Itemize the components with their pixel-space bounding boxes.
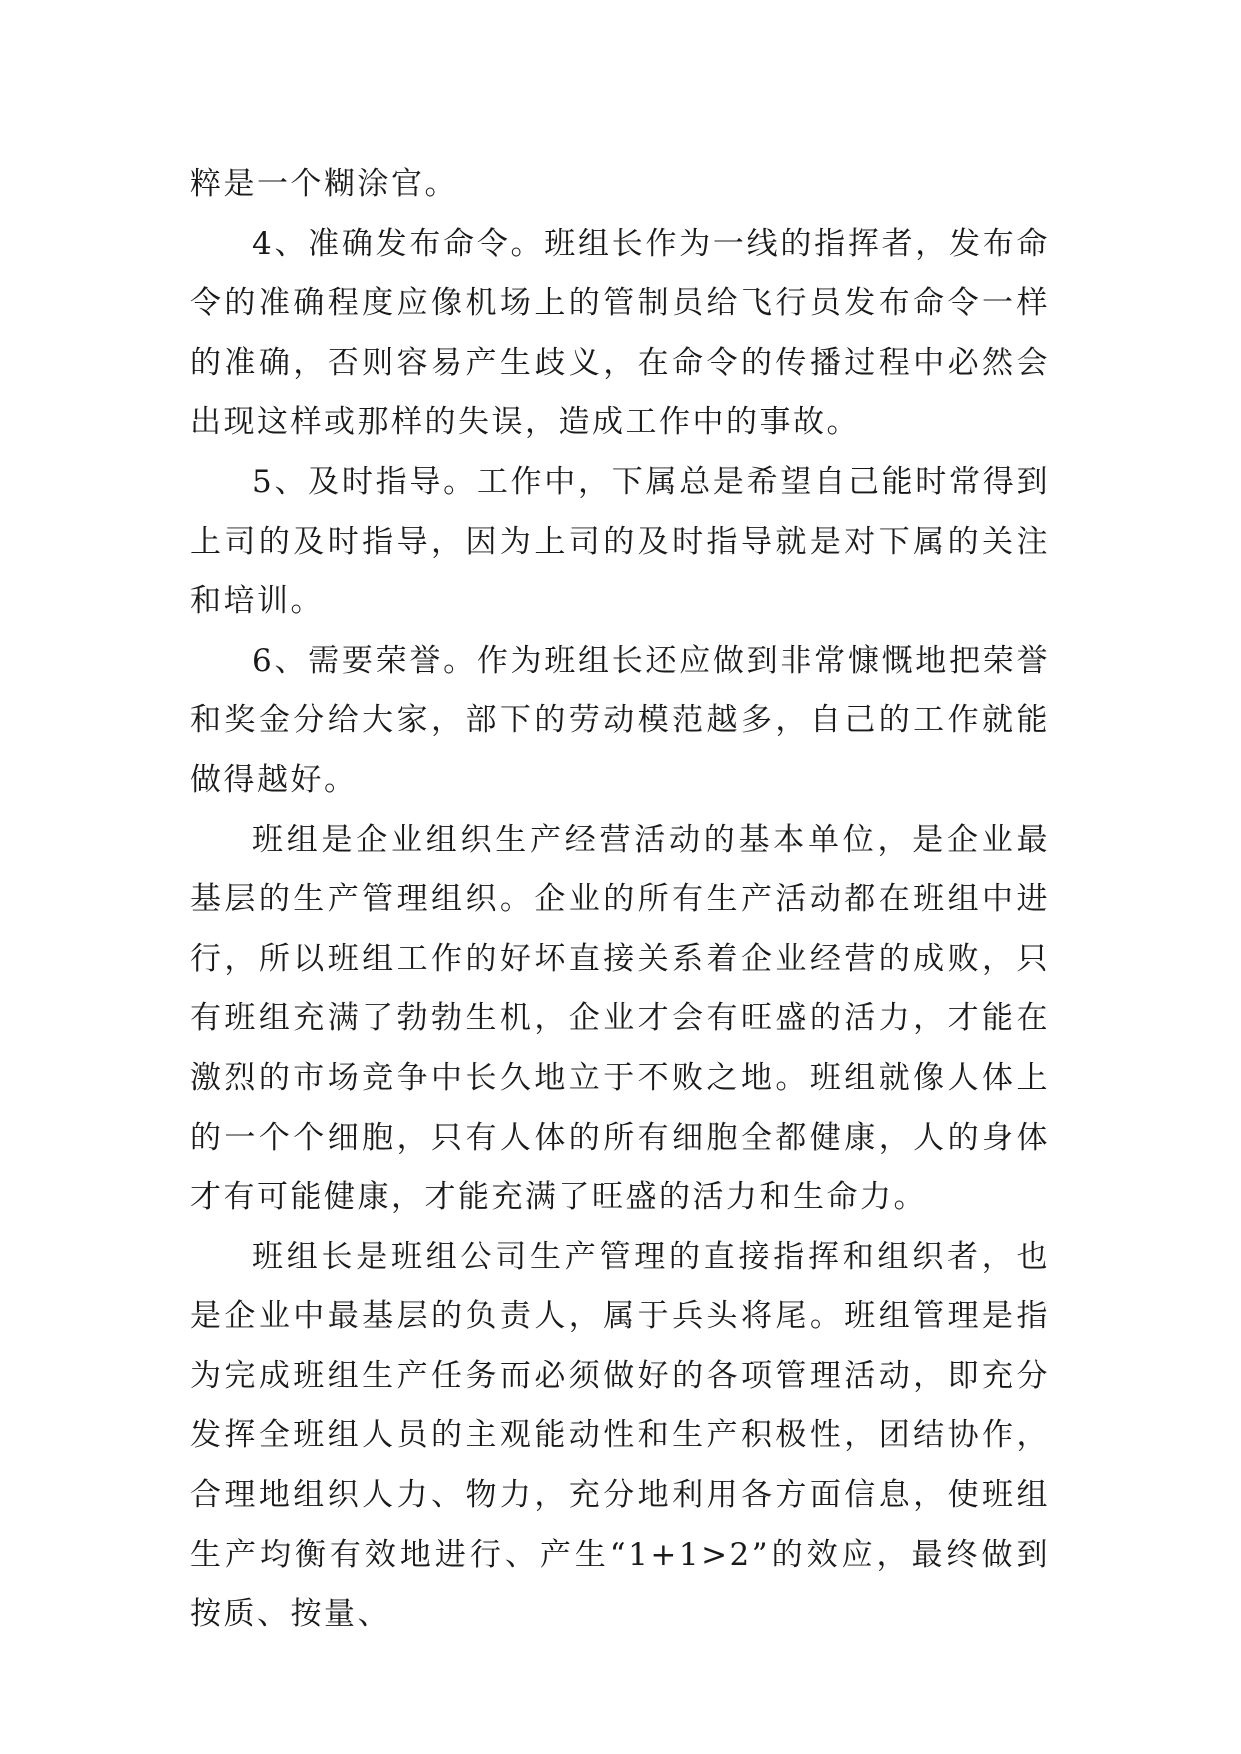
paragraph-4: 6、需要荣誉。作为班组长还应做到非常慷慨地把荣誉和奖金分给大家，部下的劳动模范越多，自己的工作就能做得越好。 (190, 642, 1050, 798)
paragraph-6: 班组长是班组公司生产管理的直接指挥和组织者，也是企业中最基层的负责人，属于兵头将尾。班组管理是指为完成班组生产任务而必须做好的各项管理活动，即充分发挥全班组人员的主观能动性和生产积极性，团结协作，合理地组织人力、物力，充分地利用各方面信息，使班组生产均衡有效地进行、产生“1+1>2”的效应，最终做到按质、按量、 (190, 1238, 1050, 1633)
paragraph-3: 5、及时指导。工作中，下属总是希望自己能时常得到上司的及时指导，因为上司的及时指导就是对下属的关注和培训。 (190, 463, 1050, 620)
paragraph-1: 粹是一个糊涂官。 (190, 166, 458, 202)
document-body (190, 155, 1050, 1645)
paragraph-5: 班组是企业组织生产经营活动的基本单位，是企业最基层的生产管理组织。企业的所有生产活动都在班组中进行，所以班组工作的好坏直接关系着企业经营的成败，只有班组充满了勃勃生机，企业才会有旺盛的活力，才能在激烈的市场竞争中长久地立于不败之地。班组就像人体上的一个个细胞，只有人体的所有细胞全都健康，人的身体才有可能健康，才能充满了旺盛的活力和生命力。 (190, 821, 1050, 1216)
paragraph-2: 4、准确发布命令。班组长作为一线的指挥者，发布命令的准确程度应像机场上的管制员给飞行员发布命令一样的准确，否则容易产生歧义，在命令的传播过程中必然会出现这样或那样的失误，造成工作中的事故。 (190, 225, 1050, 441)
